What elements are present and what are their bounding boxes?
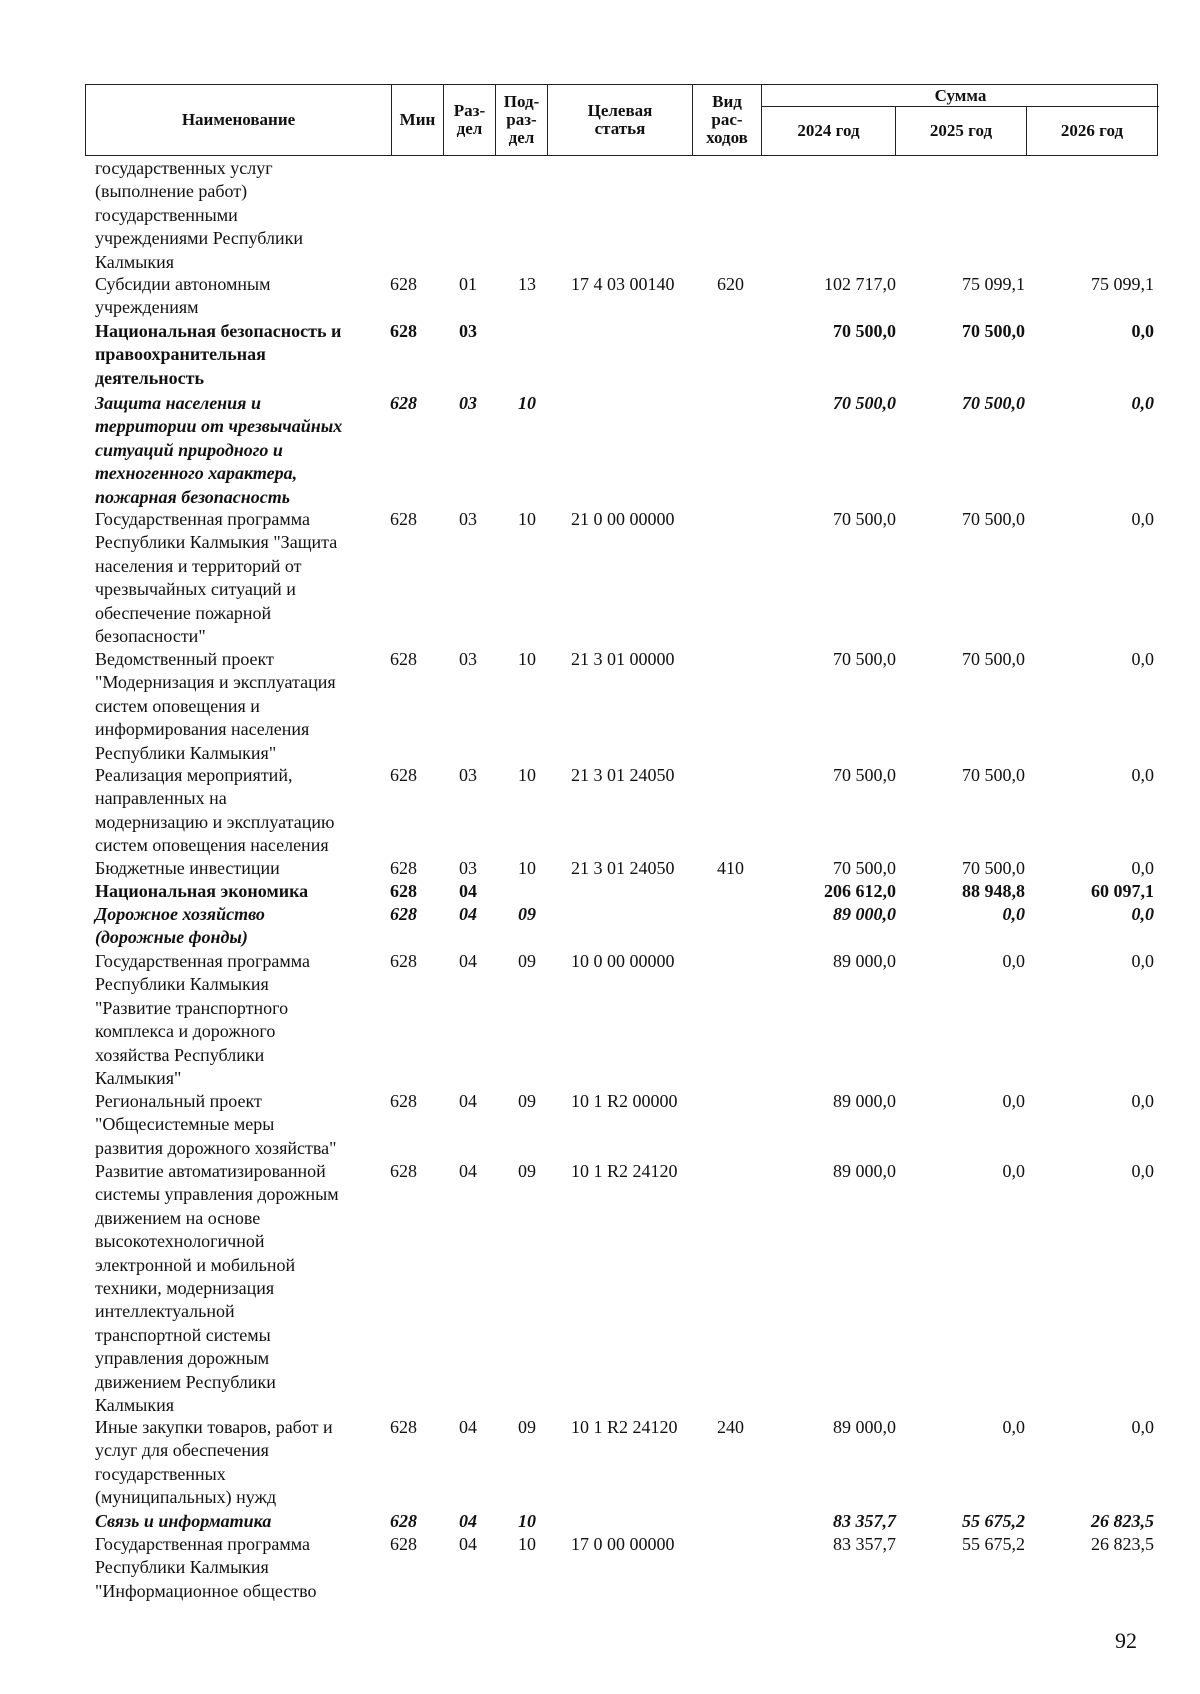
row-celevaya-statya: 17 4 03 00140	[571, 274, 675, 294]
row-sum-2026: 0,0	[1131, 509, 1154, 529]
row-podrazdel: 10	[518, 1534, 536, 1554]
row-celevaya-statya: 21 3 01 00000	[571, 649, 675, 669]
row-sum-2025: 70 500,0	[962, 321, 1025, 341]
row-sum-2026: 26 823,5	[1091, 1511, 1154, 1531]
row-razdel: 03	[459, 509, 477, 529]
row-sum-2026: 60 097,1	[1091, 881, 1154, 901]
row-sum-2026: 0,0	[1131, 765, 1154, 785]
header-min: Мин	[392, 85, 444, 155]
row-sum-2024: 89 000,0	[833, 1161, 896, 1181]
row-vid-rashodov: 410	[717, 858, 744, 878]
header-vid-rashodov: Вид рас- ходов	[693, 85, 762, 155]
row-name: государственных услуг (выполнение работ) государственными учреждениями Республики Калмыкия	[95, 158, 303, 272]
row-razdel: 04	[459, 1091, 477, 1111]
row-name: Национальная безопасность и правоохранительная деятельность	[95, 321, 342, 388]
row-sum-2025: 70 500,0	[962, 858, 1025, 878]
header-year-2024: 2024 год	[762, 107, 896, 155]
row-razdel: 04	[459, 1511, 477, 1531]
row-name: Субсидии автономным учреждениям	[95, 274, 271, 318]
row-razdel: 04	[459, 1534, 477, 1554]
row-sum-2025: 0,0	[1002, 1161, 1025, 1181]
row-razdel: 04	[459, 904, 477, 924]
row-name: Связь и информатика	[95, 1511, 272, 1531]
row-sum-2025: 70 500,0	[962, 393, 1025, 413]
row-celevaya-statya: 10 1 R2 00000	[571, 1091, 678, 1111]
row-min: 628	[390, 765, 417, 785]
row-sum-2026: 0,0	[1131, 1417, 1154, 1437]
row-podrazdel: 10	[518, 1511, 536, 1531]
row-razdel: 03	[459, 765, 477, 785]
row-min: 628	[390, 274, 417, 294]
row-sum-2026: 0,0	[1131, 858, 1154, 878]
row-name: Национальная экономика	[95, 881, 309, 901]
row-razdel: 03	[459, 393, 477, 413]
row-sum-2024: 70 500,0	[833, 321, 896, 341]
row-sum-2026: 75 099,1	[1091, 274, 1154, 294]
header-summa: Сумма	[762, 85, 1159, 107]
row-min: 628	[390, 321, 417, 341]
row-podrazdel: 10	[518, 858, 536, 878]
row-min: 628	[390, 951, 417, 971]
row-name: Развитие автоматизированной системы управления дорожным движением на основе высокотехнологичной электронной и мобильной техники, модернизация интеллектуальной транспортной системы управления дорожным движением Республики Калмыкия	[95, 1161, 339, 1416]
row-podrazdel: 09	[518, 904, 536, 924]
row-sum-2024: 89 000,0	[833, 1091, 896, 1111]
row-min: 628	[390, 1511, 417, 1531]
row-celevaya-statya: 10 1 R2 24120	[571, 1417, 678, 1437]
row-razdel: 03	[459, 858, 477, 878]
row-min: 628	[390, 1417, 417, 1437]
row-sum-2026: 0,0	[1131, 321, 1154, 341]
row-sum-2024: 83 357,7	[833, 1511, 896, 1531]
row-podrazdel: 10	[518, 509, 536, 529]
row-name: Региональный проект "Общесистемные меры развития дорожного хозяйства"	[95, 1091, 337, 1158]
row-sum-2025: 0,0	[1002, 904, 1025, 924]
table-header	[85, 84, 1158, 156]
row-sum-2026: 0,0	[1131, 1161, 1154, 1181]
row-sum-2026: 0,0	[1131, 1091, 1154, 1111]
row-podrazdel: 10	[518, 649, 536, 669]
row-razdel: 04	[459, 1417, 477, 1437]
row-sum-2024: 89 000,0	[833, 904, 896, 924]
row-podrazdel: 09	[518, 1417, 536, 1437]
header-podrazdel: Под- раз- дел	[496, 85, 548, 155]
row-podrazdel: 09	[518, 951, 536, 971]
row-podrazdel: 09	[518, 1161, 536, 1181]
row-sum-2024: 83 357,7	[833, 1534, 896, 1554]
row-name: Государственная программа Республики Калмыкия "Защита населения и территорий от чрезвычайных ситуаций и обеспечение пожарной безопасности"	[95, 509, 338, 647]
row-celevaya-statya: 21 0 00 00000	[571, 509, 675, 529]
row-min: 628	[390, 858, 417, 878]
row-razdel: 03	[459, 321, 477, 341]
header-year-2026: 2026 год	[1060, 121, 1124, 140]
row-sum-2025: 0,0	[1002, 951, 1025, 971]
row-sum-2024: 206 612,0	[824, 881, 896, 901]
row-celevaya-statya: 10 0 00 00000	[571, 951, 675, 971]
row-name: Государственная программа Республики Калмыкия "Развитие транспортного комплекса и дорожного хозяйства Республики Калмыкия"	[95, 951, 310, 1089]
row-sum-2024: 102 717,0	[824, 274, 896, 294]
row-name: Ведомственный проект "Модернизация и эксплуатация систем оповещения и информирования населения Республики Калмыкия"	[95, 649, 336, 763]
row-podrazdel: 10	[518, 393, 536, 413]
row-celevaya-statya: 17 0 00 00000	[571, 1534, 675, 1554]
row-vid-rashodov: 240	[717, 1417, 744, 1437]
row-sum-2025: 0,0	[1002, 1091, 1025, 1111]
row-podrazdel: 09	[518, 1091, 536, 1111]
header-celevaya-statya: Целевая статья	[548, 85, 693, 155]
row-sum-2024: 70 500,0	[833, 509, 896, 529]
row-sum-2024: 70 500,0	[833, 858, 896, 878]
row-sum-2026: 0,0	[1131, 649, 1154, 669]
page-number: 92	[1115, 1628, 1137, 1653]
row-razdel: 04	[459, 951, 477, 971]
row-name: Государственная программа Республики Калмыкия "Информационное общество	[95, 1534, 317, 1601]
row-podrazdel: 10	[518, 765, 536, 785]
row-min: 628	[390, 509, 417, 529]
row-sum-2025: 0,0	[1002, 1417, 1025, 1437]
row-min: 628	[390, 393, 417, 413]
row-min: 628	[390, 649, 417, 669]
header-name: Наименование	[86, 85, 392, 155]
row-sum-2026: 0,0	[1131, 904, 1154, 924]
row-sum-2025: 75 099,1	[962, 274, 1025, 294]
row-name: Бюджетные инвестиции	[95, 858, 280, 878]
row-sum-2026: 0,0	[1131, 951, 1154, 971]
row-min: 628	[390, 1161, 417, 1181]
row-celevaya-statya: 10 1 R2 24120	[571, 1161, 678, 1181]
row-sum-2025: 70 500,0	[962, 765, 1025, 785]
row-celevaya-statya: 21 3 01 24050	[571, 858, 675, 878]
row-sum-2026: 26 823,5	[1091, 1534, 1154, 1554]
row-min: 628	[390, 1534, 417, 1554]
row-sum-2024: 70 500,0	[833, 765, 896, 785]
row-sum-2025: 55 675,2	[962, 1511, 1025, 1531]
row-sum-2025: 55 675,2	[962, 1534, 1025, 1554]
row-sum-2024: 89 000,0	[833, 1417, 896, 1437]
row-name: Дорожное хозяйство (дорожные фонды)	[95, 904, 265, 948]
header-year-2025: 2025 год	[896, 107, 1027, 155]
row-razdel: 01	[459, 274, 477, 294]
row-name: Реализация мероприятий, направленных на модернизацию и эксплуатацию систем оповещения населения	[95, 765, 335, 856]
row-sum-2024: 89 000,0	[833, 951, 896, 971]
row-sum-2026: 0,0	[1131, 393, 1154, 413]
row-podrazdel: 13	[518, 274, 536, 294]
row-sum-2025: 70 500,0	[962, 649, 1025, 669]
row-name: Защита населения и территории от чрезвычайных ситуаций природного и техногенного характера, пожарная безопасность	[95, 393, 343, 507]
header-razdel: Раз- дел	[444, 85, 496, 155]
row-celevaya-statya: 21 3 01 24050	[571, 765, 675, 785]
row-razdel: 04	[459, 1161, 477, 1181]
row-vid-rashodov: 620	[717, 274, 744, 294]
row-min: 628	[390, 904, 417, 924]
row-min: 628	[390, 881, 417, 901]
row-name: Иные закупки товаров, работ и услуг для обеспечения государственных (муниципальных) нужд	[95, 1417, 333, 1508]
row-razdel: 04	[459, 881, 477, 901]
row-razdel: 03	[459, 649, 477, 669]
row-min: 628	[390, 1091, 417, 1111]
row-sum-2025: 88 948,8	[962, 881, 1025, 901]
row-sum-2025: 70 500,0	[962, 509, 1025, 529]
row-sum-2024: 70 500,0	[833, 393, 896, 413]
row-sum-2024: 70 500,0	[833, 649, 896, 669]
